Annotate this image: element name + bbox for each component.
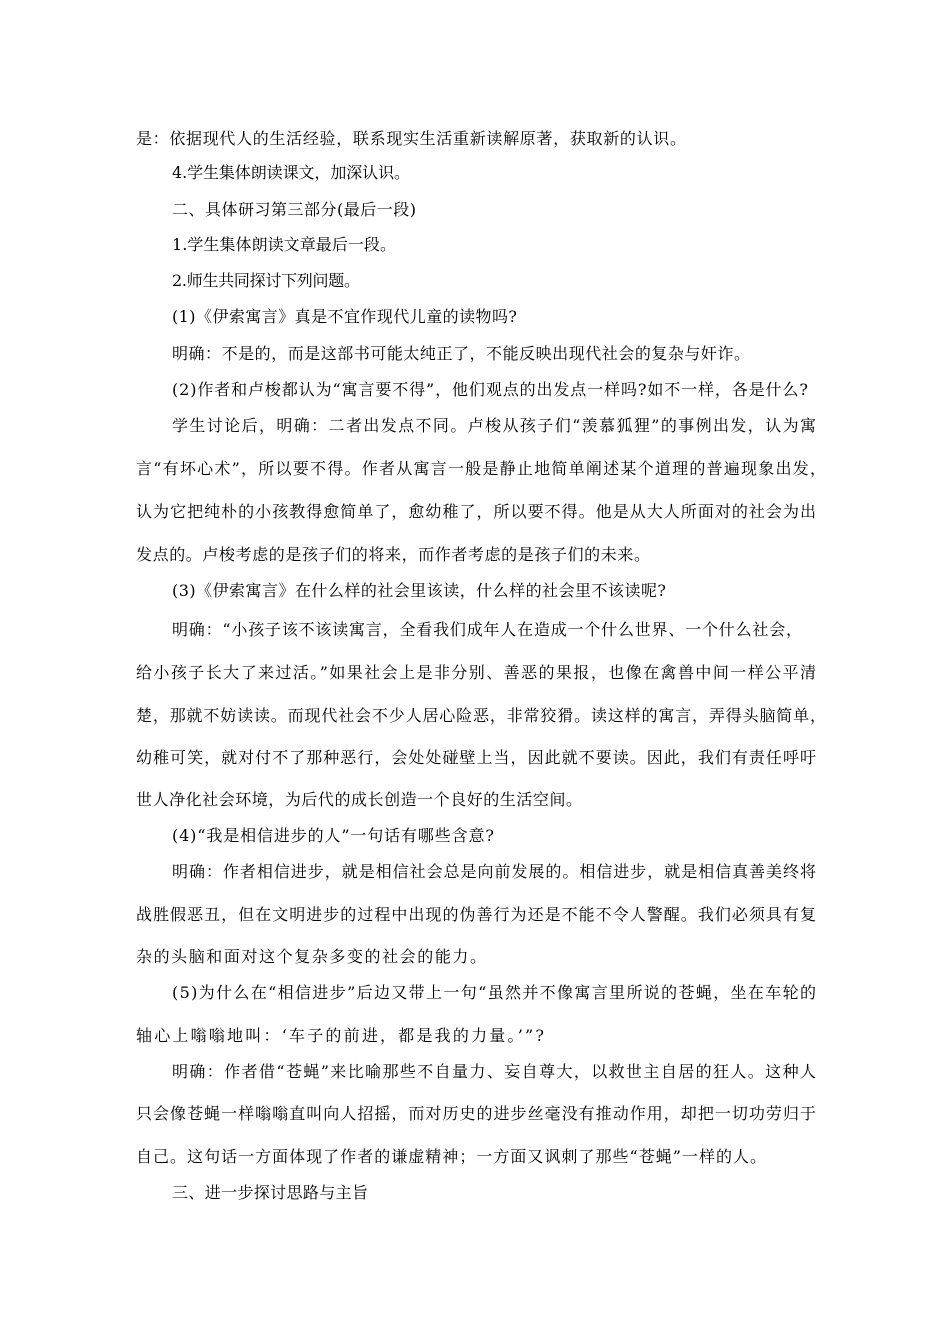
answer-3-line-3: 楚，那就不妨读读。而现代社会不少人居心险恶，非常狡猾。读这样的寓言，弄得头脑简单， — [136, 706, 827, 725]
question-3: (3)《伊索寓言》在什么样的社会里该读，什么样的社会里不该读呢? — [172, 581, 667, 600]
answer-2-line-3: 认为它把纯朴的小孩教得愈简单了，愈幼稚了，所以要不得。他是从大人所面对的社会为出 — [136, 502, 818, 521]
answer-5-line-3: 自己。这句话一方面体现了作者的谦虚精神；一方面又讽刺了那些“苍蝇”一样的人。 — [136, 1147, 768, 1166]
question-5-line-1: (5)为什么在“相信进步”后边又带上一句“虽然并不像寓言里所说的苍蝇，坐在车轮的 — [172, 983, 818, 1002]
question-1: (1)《伊索寓言》真是不宜作现代儿童的读物吗? — [172, 307, 518, 326]
text-line-1: 是：依据现代人的生活经验，联系现实生活重新读解原著，获取新的认识。 — [136, 129, 687, 148]
section-heading-3: 三、进一步探讨思路与主旨 — [172, 1183, 369, 1202]
answer-3-line-4: 幼稚可笑，就对付不了那种恶行，会处处碰壁上当，因此就不要读。因此，我们有责任呼吁 — [136, 748, 818, 767]
answer-3-line-2: 给小孩子长大了来过活。”如果社会上是非分别、善恶的果报，也像在禽兽中间一样公平清 — [136, 663, 818, 682]
answer-2-line-4: 发点的。卢梭考虑的是孩子们的将来，而作者考虑的是孩子们的未来。 — [136, 545, 651, 564]
answer-4-line-2: 战胜假恶丑，但在文明进步的过程中出现的伪善行为还是不能不令人警醒。我们必须具有复 — [136, 905, 818, 924]
answer-2-line-2: 言“有坏心术”，所以要不得。作者从寓言一般是静止地简单阐述某个道理的普遍现象出发， — [136, 459, 828, 478]
text-line-4: 1.学生集体朗读文章最后一段。 — [172, 235, 397, 254]
section-heading-2: 二、具体研习第三部分(最后一段) — [172, 200, 417, 219]
answer-4-line-3: 杂的头脑和面对这个复杂多变的社会的能力。 — [136, 947, 488, 966]
answer-4-line-1: 明确：作者相信进步，就是相信社会总是向前发展的。相信进步，就是相信真善美终将 — [172, 862, 817, 881]
answer-1: 明确：不是的，而是这部书可能太纯正了，不能反映出现代社会的复杂与奸诈。 — [172, 344, 751, 363]
answer-3-line-1: 明确：“小孩子该不该读寓言，全看我们成年人在造成一个什么世界、一个什么社会， — [172, 620, 803, 639]
text-line-5: 2.师生共同探讨下列问题。 — [172, 271, 360, 290]
answer-5-line-1: 明确：作者借“苍蝇”来比喻那些不自量力、妄自尊大，以救世主自居的狂人。这种人 — [172, 1062, 818, 1081]
answer-2-line-1: 学生讨论后，明确：二者出发点不同。卢梭从孩子们“羡慕狐狸”的事例出发，认为寓 — [172, 416, 818, 435]
question-4: (4)“我是相信进步的人”一句话有哪些含意? — [172, 826, 495, 845]
question-5-line-2: 轴心上嗡嗡地叫：‘车子的前进，都是我的力量。’”? — [136, 1026, 547, 1045]
question-2: (2)作者和卢梭都认为“寓言要不得”，他们观点的出发点一样吗?如不一样，各是什么? — [172, 380, 809, 399]
text-line-2: 4.学生集体朗读课文，加深认识。 — [172, 163, 410, 182]
answer-3-line-5: 世人净化社会环境，为后代的成长创造一个良好的生活空间。 — [136, 790, 583, 809]
answer-5-line-2: 只会像苍蝇一样嗡嗡直叫向人招摇，而对历史的进步丝毫没有推动作用，却把一切功劳归于 — [136, 1104, 818, 1123]
